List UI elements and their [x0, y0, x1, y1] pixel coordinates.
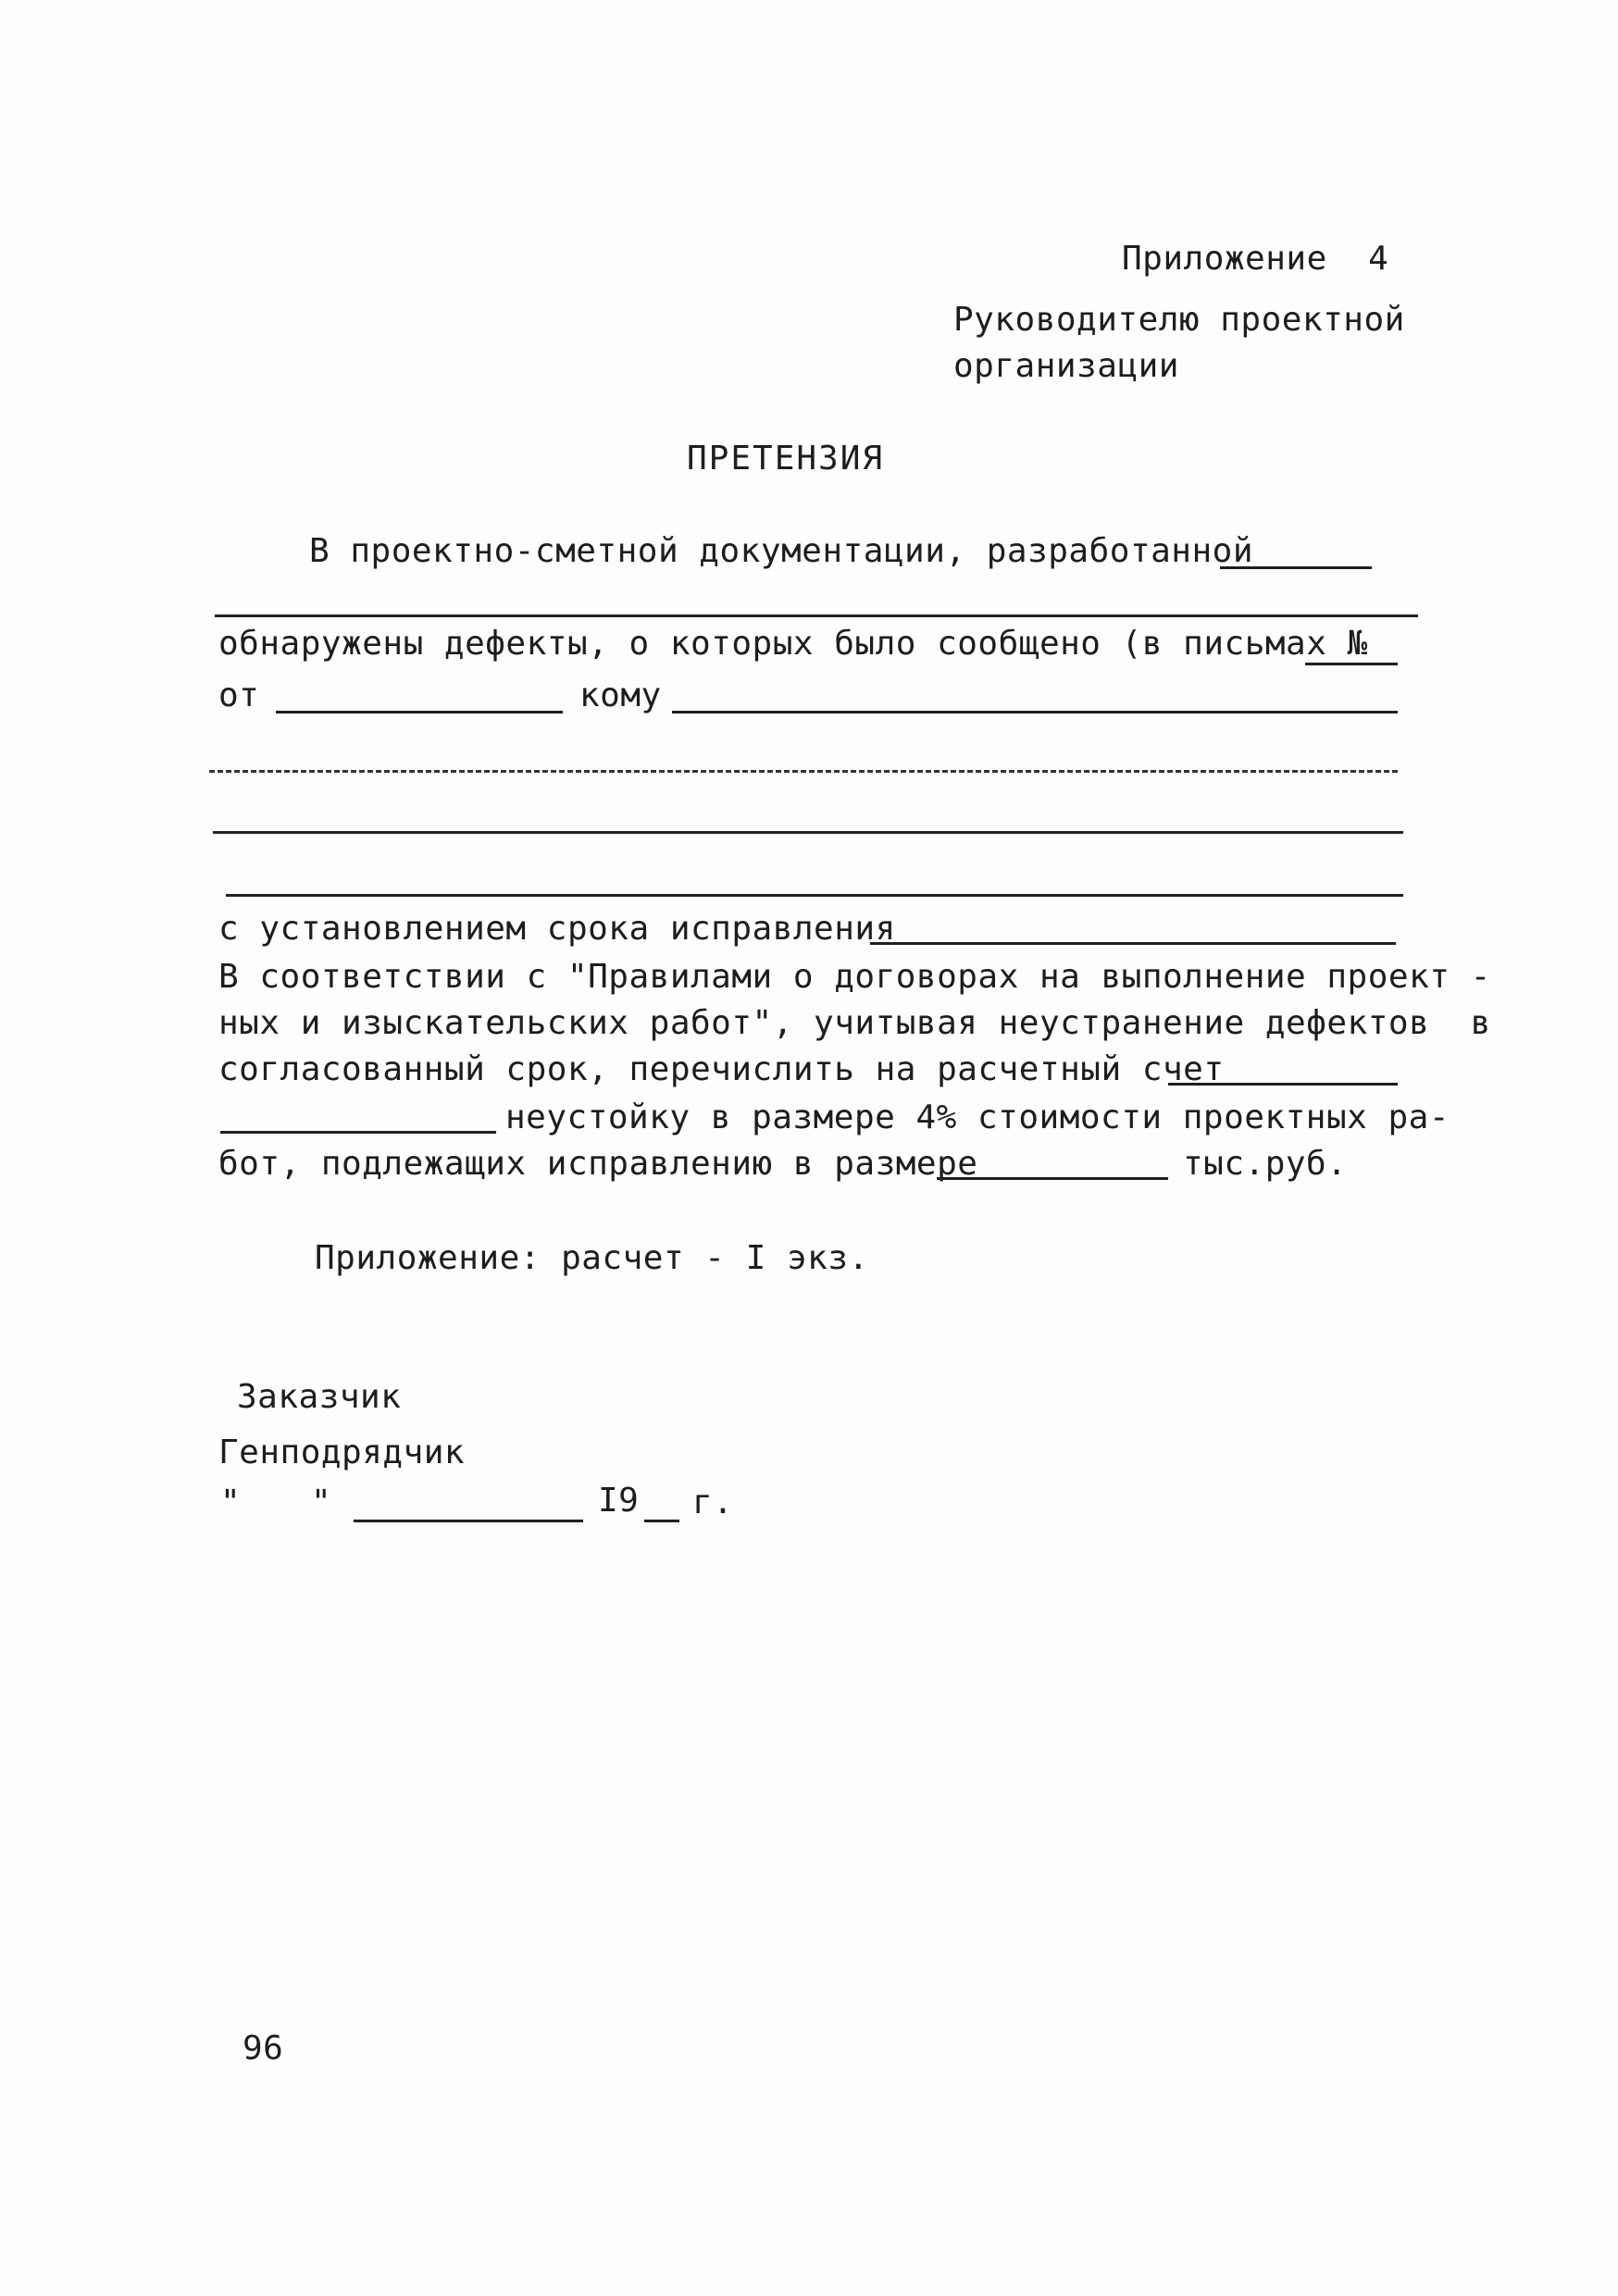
correction-deadline-blank	[870, 942, 1396, 945]
amount-unit: тыс.руб.	[1183, 1145, 1348, 1183]
appendix-label: Приложение 4	[1122, 240, 1389, 278]
contractor-label: Генподрядчик	[218, 1433, 466, 1471]
body-paragraph-5: В соответствии с "Правилами о договорах на выполнение проект -	[218, 958, 1491, 996]
body-paragraph-4: с установлением срока исправления	[218, 910, 896, 948]
from-label: от	[218, 676, 260, 714]
to-label: кому	[579, 676, 662, 714]
recipient-blank	[672, 711, 1398, 714]
form-rule-3	[213, 831, 1403, 834]
form-rule-2	[209, 770, 1398, 773]
developer-blank	[1220, 566, 1372, 569]
page-number: 96	[243, 2029, 284, 2067]
body-paragraph-7: согласованный срок, перечислить на расчетный счет	[218, 1050, 1225, 1088]
date-quote-open: "	[220, 1483, 242, 1521]
date-quote-close: "	[311, 1483, 332, 1521]
addressee-line-1: Руководителю проектной	[953, 301, 1405, 339]
amount-blank	[937, 1177, 1168, 1180]
account-blank-2	[220, 1131, 496, 1134]
body-paragraph-6: ных и изыскательских работ", учитывая неустранение дефектов в	[218, 1004, 1491, 1042]
customer-label: Заказчик	[237, 1378, 402, 1416]
form-rule-1	[215, 614, 1418, 617]
body-paragraph-2: обнаружены дефекты, о которых было сообщено (в письмах №	[218, 625, 1368, 663]
letter-number-blank	[1305, 663, 1398, 665]
attachment-note: Приложение: расчет - I экз.	[315, 1239, 869, 1277]
year-prefix: I9	[598, 1482, 640, 1520]
year-blank	[644, 1520, 679, 1522]
date-month-blank	[354, 1520, 583, 1522]
account-blank	[1168, 1083, 1398, 1086]
body-paragraph-9: бот, подлежащих исправлению в размере	[218, 1145, 978, 1183]
from-date-blank	[276, 711, 563, 714]
addressee-line-2: организации	[953, 347, 1179, 385]
body-paragraph-8: неустойку в размере 4% стоимости проектных ра-	[505, 1098, 1450, 1136]
body-paragraph-1: В проектно-сметной документации, разработанной	[309, 532, 1253, 570]
form-rule-4	[226, 894, 1403, 897]
year-suffix: г.	[692, 1483, 734, 1521]
document-title: ПРЕТЕНЗИЯ	[687, 440, 885, 478]
